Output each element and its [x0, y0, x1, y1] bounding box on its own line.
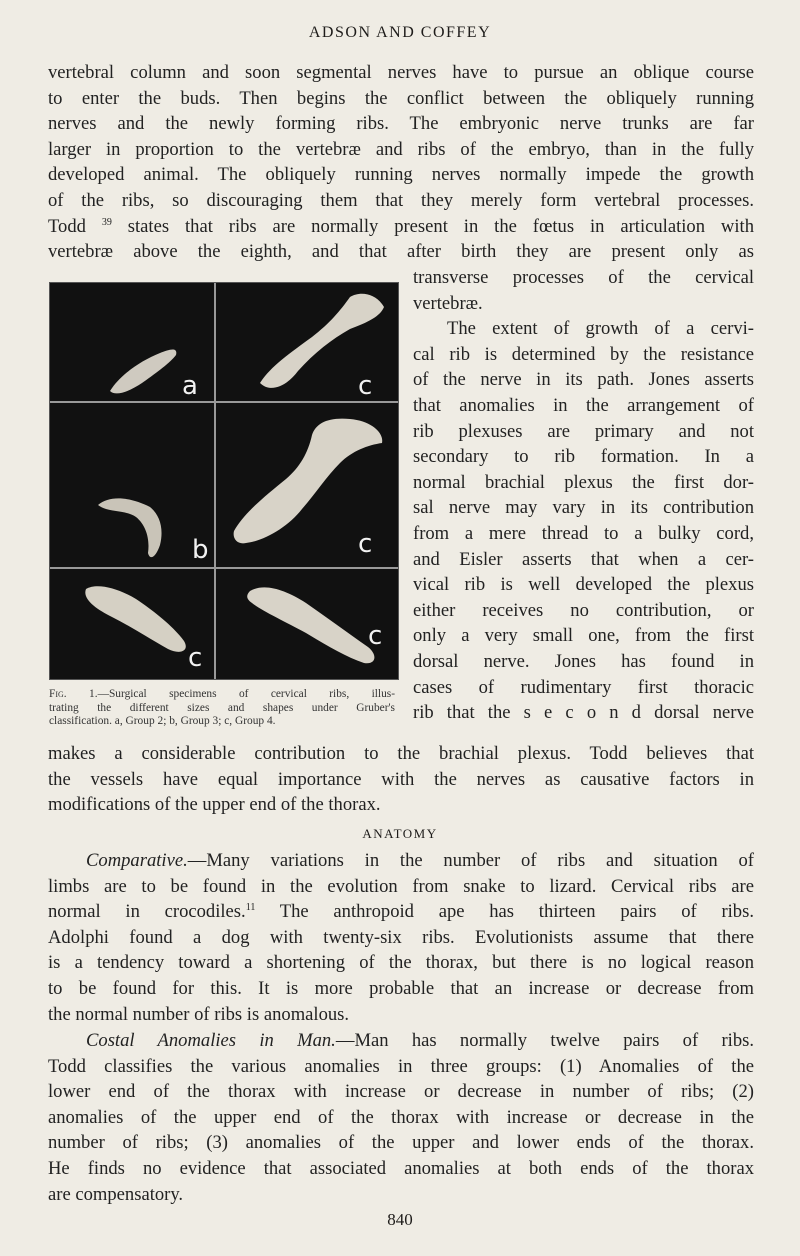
text-line: rib plexuses are primary and not	[413, 420, 754, 442]
rib-specimen-a	[110, 350, 176, 394]
text-line: vertebræ above the eighth, and that after birth they are present only as	[48, 241, 754, 263]
text-fragment: —Many variations in the number of ribs and situation of	[187, 850, 754, 871]
panel-label: c	[368, 621, 383, 651]
text-line: lower end of the thorax with increase or decrease in number of ribs; (2)	[48, 1081, 754, 1103]
page-number: 840	[387, 1210, 413, 1229]
text-line: vical rib is well developed the plexus	[413, 574, 754, 596]
costal-paragraph	[48, 1028, 754, 1207]
text-line: normal brachial plexus the first dor-	[413, 471, 754, 493]
text-line: that anomalies in the arrangement of	[413, 394, 754, 416]
text-line: cal rib is determined by the resistance	[413, 343, 754, 365]
text-line: transverse processes of the cervical	[413, 267, 754, 288]
text-line: larger in proportion to the vertebræ and ribs of the embryo, than in the fully	[48, 138, 754, 160]
text-line: nerves and the newly forming ribs. The embryonic nerve trunks are far	[48, 113, 754, 135]
running-header: ADSON AND COFFEY	[308, 24, 492, 41]
text-line: number of ribs; (3) anomalies of the upper and lower ends of the thorax.	[48, 1132, 754, 1154]
text-line	[48, 1028, 754, 1054]
text-line: developed animal. The obliquely running nerves normally impede the growth	[48, 164, 754, 186]
text-line: The extent of growth of a cervi-	[447, 318, 754, 340]
after-figure-text	[48, 741, 754, 818]
panel-label: b	[192, 535, 209, 565]
text-fragment: Todd	[48, 215, 102, 237]
text-line: of the nerve in its path. Jones asserts	[413, 369, 754, 391]
panel-label: c	[358, 371, 373, 401]
text-line: cases of rudimentary first thoracic	[413, 676, 754, 698]
caption-lead: Fig. 1.	[49, 688, 98, 700]
rib-specimen-b	[98, 498, 162, 557]
text-line: vertebral column and soon segmental nerves have to pursue an oblique course	[48, 62, 754, 83]
intro-paragraph	[48, 60, 754, 265]
text-fragment: normal in crocodiles.	[48, 901, 246, 923]
paragraph-heading: Comparative.	[86, 850, 188, 871]
text-line: only a very small one, from the first	[413, 625, 754, 647]
section-heading: ANATOMY	[362, 826, 438, 841]
text-line: Todd classifies the various anomalies in three groups: (1) Anomalies of the	[48, 1055, 754, 1077]
text-line: Adolphi found a dog with twenty-six ribs. Evolutionists assume that there	[48, 926, 754, 948]
text-fragment: The anthropoid ape has thirteen pairs of ribs.	[255, 901, 754, 923]
text-fragment: —Man has normally twelve pairs of ribs.	[335, 1030, 754, 1051]
paragraph-heading: Costal Anomalies in Man.	[86, 1030, 336, 1051]
figure-photo-plate	[49, 282, 399, 680]
text-line	[48, 214, 754, 240]
text-line: the normal number of ribs is anomalous.	[48, 1003, 350, 1025]
rib-specimens-illustration	[50, 283, 398, 679]
text-line: from a mere thread to a bulky cord,	[413, 522, 754, 544]
text-line: vertebræ.	[413, 292, 483, 314]
text-line: modifications of the upper end of the thorax.	[48, 794, 381, 816]
text-line: to enter the buds. Then begins the conflict between the obliquely running	[48, 87, 754, 109]
panel-label: c	[358, 529, 373, 559]
figure-caption	[49, 688, 395, 729]
rib-specimen-c	[247, 587, 374, 663]
panel-label: a	[182, 371, 198, 401]
reference-superscript: 39	[101, 216, 112, 228]
reference-superscript: 11	[245, 902, 256, 914]
right-column-text	[413, 265, 754, 726]
text-line: are compensatory.	[48, 1183, 184, 1205]
caption-line	[49, 688, 395, 702]
caption-line: trating the different sizes and shapes under Gruber's	[49, 701, 395, 714]
text-line	[48, 848, 754, 874]
rib-specimen-c	[234, 419, 383, 544]
text-line: secondary to rib formation. In a	[413, 446, 754, 468]
text-line: dorsal nerve. Jones has found in	[413, 650, 754, 672]
text-line	[48, 899, 754, 925]
text-line: of the ribs, so discouraging them that they merely form vertebral processes.	[48, 189, 754, 211]
text-line: limbs are to be found in the evolution from snake to lizard. Cervical ribs are	[48, 875, 754, 897]
panel-label: c	[188, 643, 203, 673]
text-line: He finds no evidence that associated anomalies at both ends of the thorax	[48, 1157, 754, 1179]
caption-line: classification. a, Group 2; b, Group 3; c, Group 4.	[49, 715, 276, 727]
text-line: rib that the s e c o n d dorsal nerve	[413, 702, 754, 724]
text-line: is a tendency toward a shortening of the thorax, but there is no logical reason	[48, 952, 754, 974]
comparative-paragraph	[48, 848, 754, 1027]
text-line: and Eisler asserts that when a cer-	[413, 548, 754, 570]
text-fragment: —Surgical specimens of cervical ribs, illus-	[97, 688, 395, 700]
text-line: anomalies of the upper end of the thorax with increase or decrease in the	[48, 1106, 754, 1128]
rib-specimen-c	[85, 586, 185, 652]
text-fragment: states that ribs are normally present in the fœtus in articulation with	[111, 215, 754, 237]
text-line: makes a considerable contribution to the brachial plexus. Todd believes that	[48, 743, 754, 764]
text-line: the vessels have equal importance with the nerves as causative factors in	[48, 768, 754, 790]
text-line: sal nerve may vary in its contribution	[413, 497, 754, 519]
text-line: either receives no contribution, or	[413, 599, 754, 621]
text-line: to be found for this. It is more probable that an increase or decrease from	[48, 977, 754, 999]
